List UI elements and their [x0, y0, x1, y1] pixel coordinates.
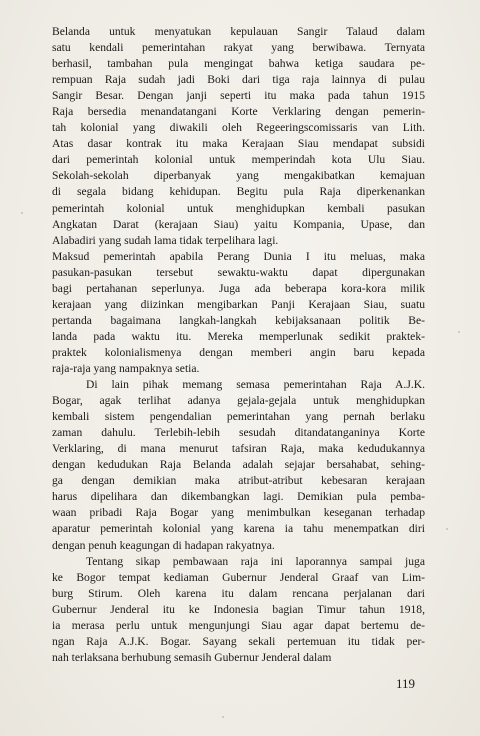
text-line: satu kendali pemerintahan rakyat yang berwibawa. Ternyata — [52, 41, 425, 55]
text-line: Atas dasar kontrak itu maka Kerajaan Siau mendapat subsidi — [52, 137, 425, 151]
text-line: kembali sistem pengendalian pemerintahan yang pernah berlaku — [52, 410, 425, 424]
paragraph — [52, 249, 425, 377]
text-line: Di lain pihak memang semasa pemerintahan Raja A.J.K. — [86, 378, 425, 392]
text-line: dengan penuh keagungan di hadapan rakyatnya. — [52, 538, 275, 552]
text-line: tah kolonial yang diwakili oleh Regeeringscomissaris van Lith. — [52, 121, 425, 135]
text-line: pasukan-pasukan tersebut sewaktu-waktu dapat dipergunakan — [52, 265, 425, 279]
text-line: raja-raja yang nampaknya setia. — [52, 361, 200, 375]
paragraph — [52, 554, 425, 666]
text-line: kerajaan yang diizinkan mengibarkan Panji Kerajaan Siau, suatu — [52, 297, 425, 311]
text-line: di segala bidang kehidupan. Begitu pula Raja diperkenankan — [52, 185, 425, 199]
text-line: Gubernur Jenderal itu ke Indonesia bagian Timur tahun 1918, — [52, 602, 425, 616]
text-line: aparatur pemerintah kolonial yang karena ia tahu menempatkan diri — [52, 522, 425, 536]
text-line: zaman dahulu. Terlebih-lebih sesudah ditandatanganinya Korte — [52, 426, 425, 440]
text-line: Raja bersedia menandatangani Korte Verklaring dengan pemerin- — [52, 105, 425, 119]
text-line: Angkatan Darat (kerajaan Siau) yaitu Kompania, Upase, dan — [52, 217, 425, 231]
text-line: Verklaring, di mana menurut tafsiran Raja, maka kedudukannya — [52, 442, 425, 456]
text-line: Tentang sikap pembawaan raja ini laporannya sampai juga — [86, 554, 425, 568]
text-line: rempuan Raja sudah jadi Boki dari tiga raja lainnya di pulau — [52, 73, 425, 87]
text-line: Maksud pemerintah apabila Perang Dunia I itu meluas, maka — [52, 249, 425, 263]
text-line: dari pemerintah kolonial untuk memperindah kota Ulu Siau. — [52, 153, 425, 167]
text-line: nah terlaksana berhubung semasih Gubernur Jenderal dalam — [52, 650, 332, 664]
text-line: ga dengan demikian maka atribut-atribut kebesaran kerajaan — [52, 474, 425, 488]
text-line: dengan kedudukan Raja Belanda adalah sejajar bersahabat, sehing- — [52, 458, 425, 472]
body-text — [52, 24, 425, 666]
text-line: bagi pertahanan seperlunya. Juga ada beberapa kora-kora milik — [52, 281, 425, 295]
paragraph — [52, 377, 425, 554]
paper-speck — [222, 716, 224, 718]
paper-speck — [446, 528, 448, 530]
text-line: ngan Raja A.J.K. Bogar. Sayang sekali pertemuan itu tidak per- — [52, 634, 425, 648]
text-line: berhasil, tambahan pula mengingat bahwa ketiga saudara pe- — [52, 57, 425, 71]
text-line: Alabadiri yang sudah lama tidak terpelihara lagi. — [52, 233, 279, 247]
text-line: pemerintah kolonial untuk menghidupkan kembali pasukan — [52, 201, 425, 215]
text-line: landa pada waktu itu. Mereka memperlunak sedikit praktek- — [52, 329, 425, 343]
text-line: Belanda untuk menyatukan kepulauan Sangir Talaud dalam — [52, 25, 425, 38]
text-line: waan pribadi Raja Bogar yang menimbulkan keseganan terhadap — [52, 506, 425, 520]
paper-speck — [458, 331, 460, 333]
text-line: pertanda bagaimana langkah-langkah kebijaksanaan politik Be- — [52, 313, 425, 327]
text-line: Sekolah-sekolah diperbanyak yang mengakibatkan kemajuan — [52, 169, 425, 183]
text-line: praktek kolonialismenya dengan memberi angin baru kepada — [52, 345, 425, 359]
paper-speck — [21, 212, 23, 214]
text-line: harus dipelihara dan dikembangkan lagi. Demikian pula pemba- — [52, 490, 425, 504]
text-line: ia merasa perlu untuk mengunjungi Siau agar dapat bertemu de- — [52, 618, 425, 632]
text-line: Bogar, agak terlihat adanya gejala-gejala untuk menghidupkan — [52, 394, 425, 408]
text-line: Sangir Besar. Dengan janji seperti itu maka pada tahun 1915 — [52, 89, 425, 103]
text-line: burg Stirum. Oleh karena itu dalam rencana perjalanan dari — [52, 586, 425, 600]
paragraph — [52, 24, 425, 249]
page-number: 119 — [396, 676, 416, 691]
text-line: ke Bogor tempat kediaman Gubernur Jenderal Graaf van Lim- — [52, 570, 425, 584]
